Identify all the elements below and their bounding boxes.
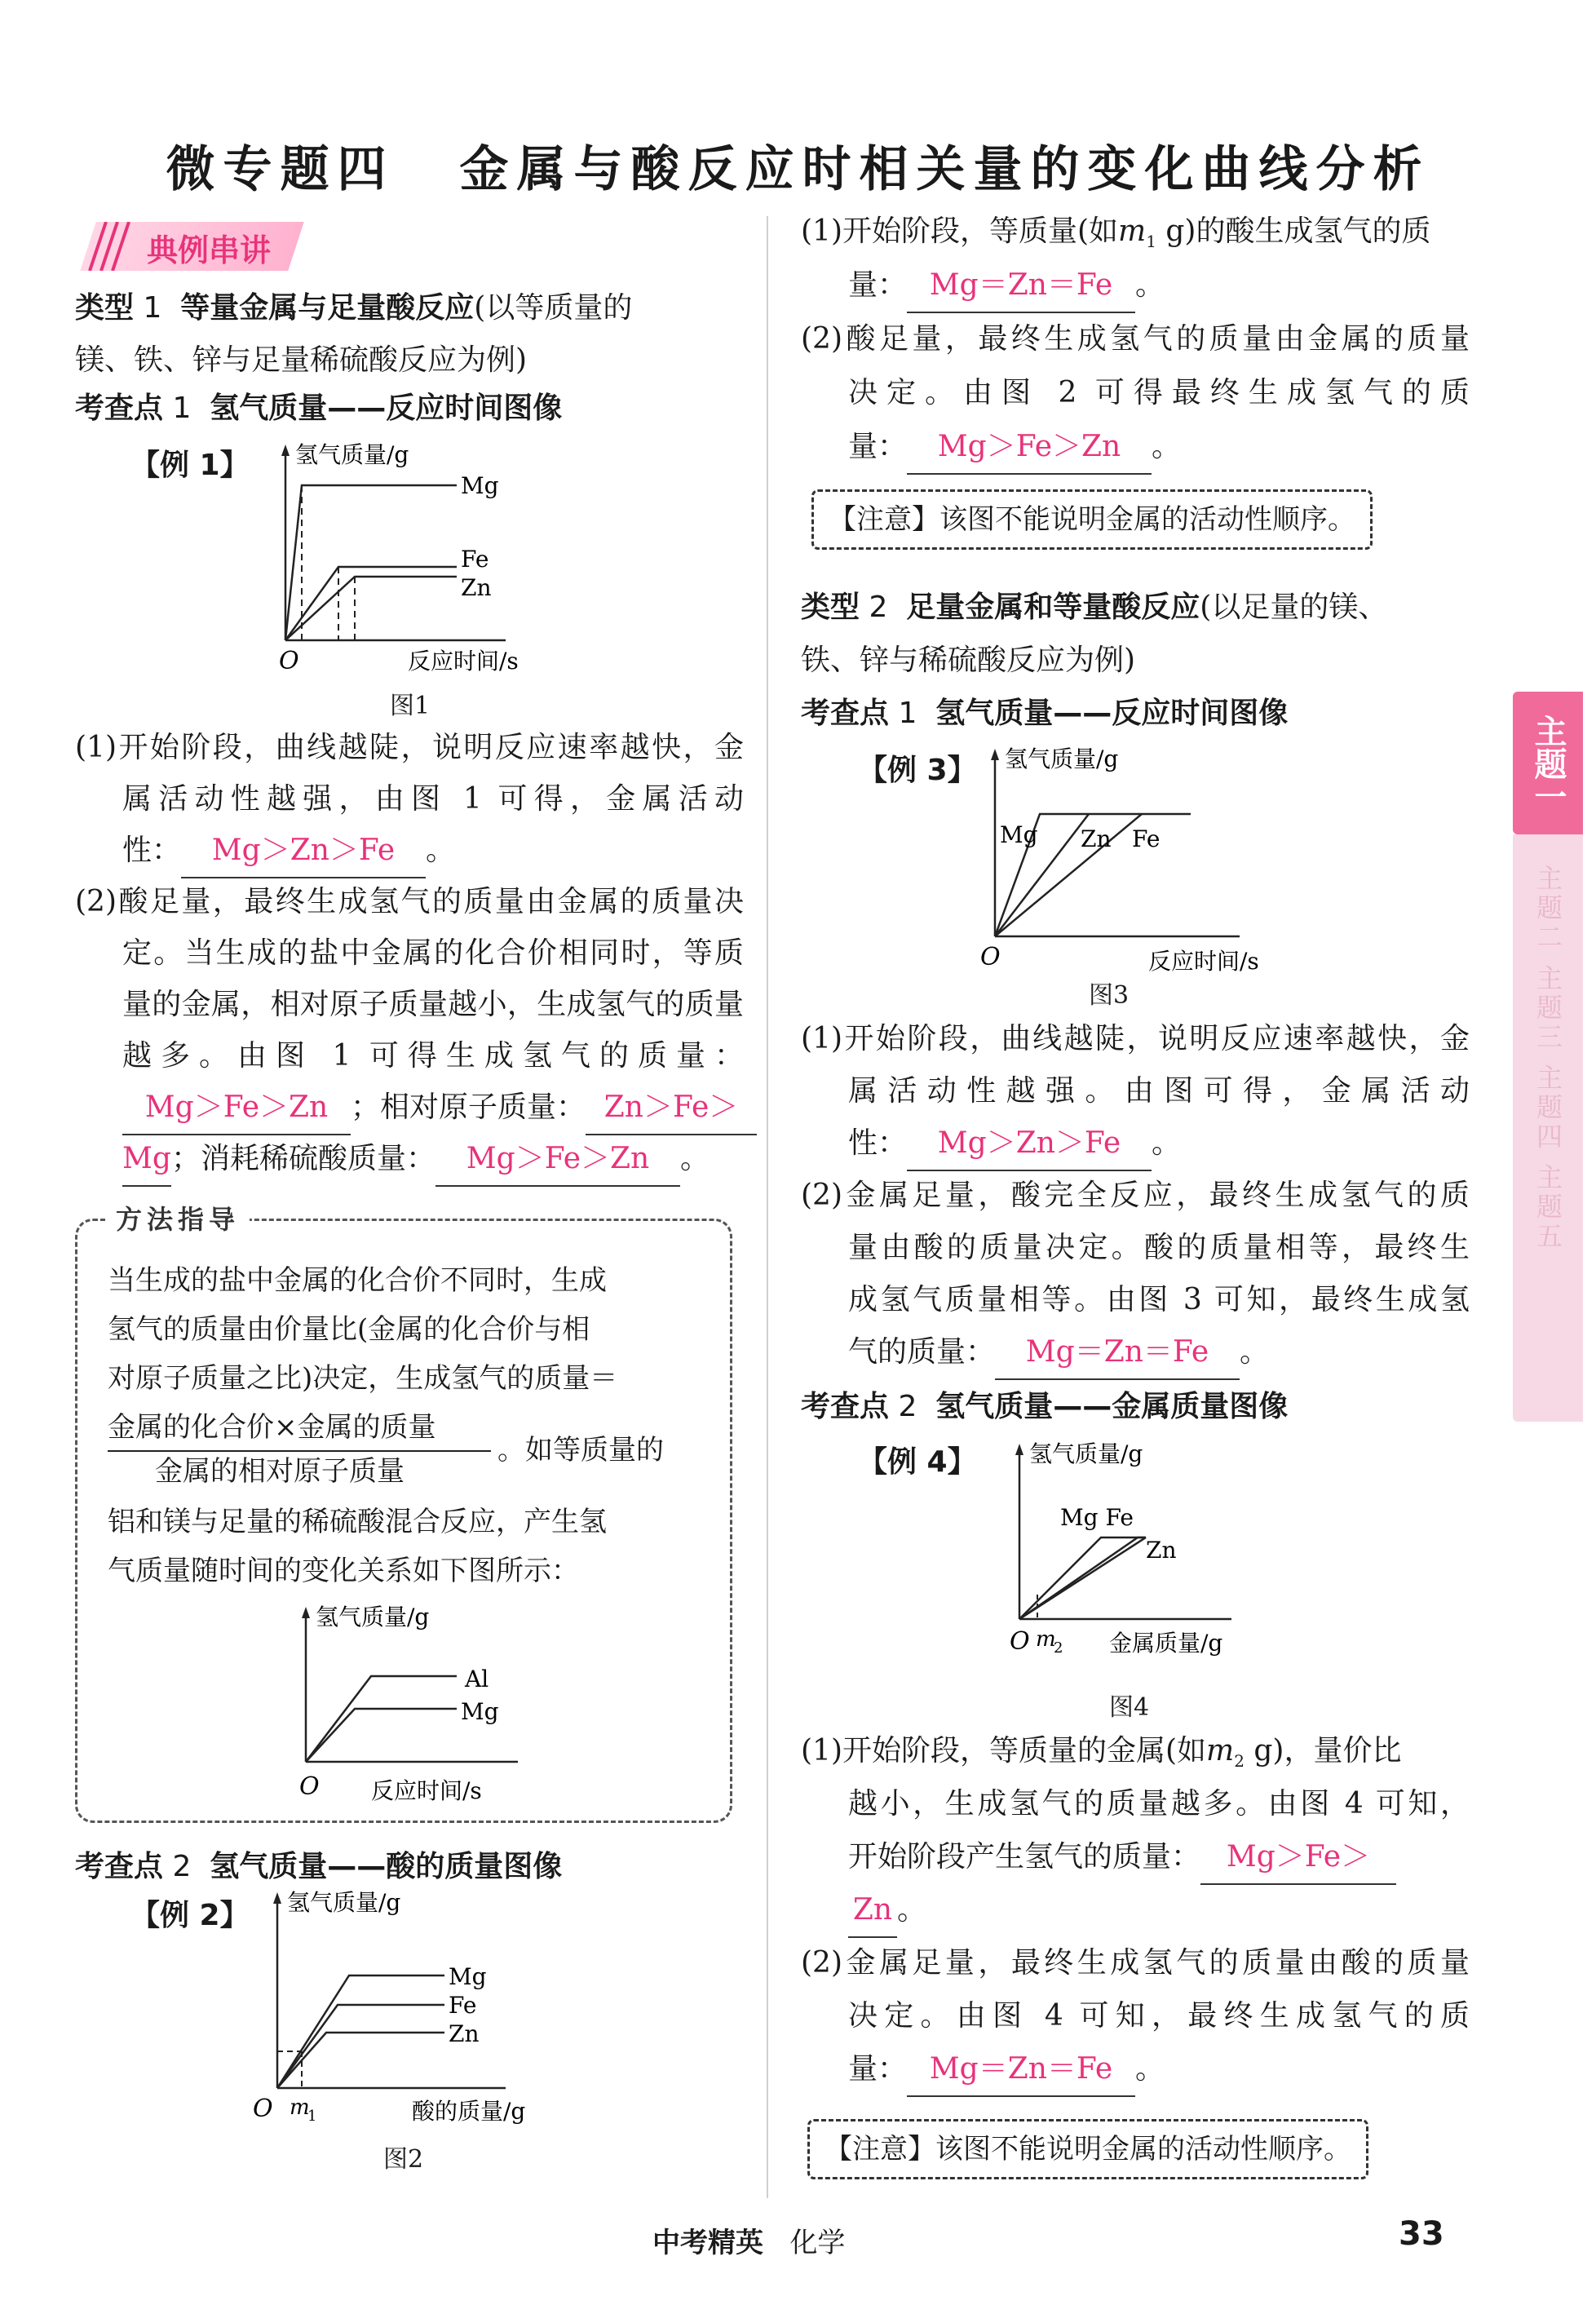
fig3-origin: O <box>980 943 1001 971</box>
figure-4 <box>995 1436 1305 1672</box>
q2-line-2: 定。当生成的盐中金属的化合价相同时，等质 <box>122 936 744 970</box>
t2-line-2: 决定。由图 4 可知，最终生成氢气的质 <box>848 1999 1470 2033</box>
fig3-series-mg: Mg <box>1000 821 1038 848</box>
fig4-origin: O <box>1010 1627 1030 1656</box>
fig1-ylabel: 氢气质量/g <box>295 441 409 468</box>
q2-line-6: Mg；消耗稀硫酸质量： Mg＞Fe＞Zn 。 <box>75 1133 791 1187</box>
q2-answer-1: Mg＞Fe＞Zn <box>122 1082 351 1135</box>
q1-line-1: (1)开始阶段，曲线越陡，说明反应速率越快，金 <box>75 731 744 764</box>
figure-2 <box>253 1884 563 2129</box>
q2-answer-3: Mg＞Fe＞Zn <box>435 1133 680 1187</box>
fig1-caption: 图1 <box>390 692 431 720</box>
s1-answer: Mg＞Zn＞Fe <box>907 1117 1152 1171</box>
kp2-heading-right: 考查点 2 氢气质量——金属质量图像 <box>801 1390 1289 1423</box>
t1-line-4: Zn 。 <box>801 1884 1517 1938</box>
method-line-1: 当生成的盐中金属的化合价不同时，生成 <box>108 1264 607 1297</box>
fig3-caption: 图3 <box>1089 981 1130 1010</box>
figm-series-al: Al <box>465 1666 489 1692</box>
t1-line-2: 越小，生成氢气的质量越多。由图 4 可知， <box>848 1787 1470 1821</box>
fig2-series-fe: Fe <box>449 1992 477 2019</box>
note-box-1: 【注意】该图不能说明金属的活动性顺序。 <box>811 489 1373 550</box>
method-line-4-tail: 。如等质量的 <box>497 1434 664 1467</box>
t2-answer: Mg＝Zn＝Fe <box>907 2043 1135 2097</box>
side-tab-faint-labels: 主题二 主题三 主题四 主题五 <box>1532 865 1563 1252</box>
s2-answer: Mg＝Zn＝Fe <box>995 1326 1240 1380</box>
page-number: 33 <box>1399 2215 1444 2253</box>
kp1-heading-right: 考查点 1 氢气质量——反应时间图像 <box>801 697 1289 730</box>
method-line-5: 铝和镁与足量的稀硫酸混合反应，产生氢 <box>108 1506 607 1538</box>
r2-line-3: 量： Mg＞Fe＞Zn 。 <box>801 421 1517 475</box>
method-fraction-numerator: 金属的化合价×金属的质量 <box>108 1411 436 1444</box>
fig2-series-mg: Mg <box>449 1963 487 1990</box>
fig1-xlabel: 反应时间/s <box>408 648 519 675</box>
s1-line-3: 性： Mg＞Zn＞Fe 。 <box>801 1117 1517 1171</box>
t2-line-3: 量： Mg＝Zn＝Fe 。 <box>801 2043 1517 2097</box>
type1-heading: 类型 1 等量金属与足量酸反应(以等质量的 <box>75 291 633 325</box>
fig2-ylabel: 氢气质量/g <box>287 1889 401 1916</box>
type1-desc: 镁、铁、锌与足量稀硫酸反应为例) <box>75 343 528 377</box>
fig4-m-sub: 2 <box>1054 1639 1063 1657</box>
fig1-origin: O <box>279 647 299 675</box>
title-part-a: 微专题四 <box>166 141 395 198</box>
s1-line-2: 属活动性越强。由图可得，金属活动 <box>848 1074 1470 1108</box>
type2-desc: 铁、锌与稀硫酸反应为例) <box>801 644 1136 677</box>
fig2-series-zn: Zn <box>449 2020 480 2047</box>
q1-line-2: 属活动性越强，由图 1 可得，金属活动 <box>122 782 744 816</box>
method-guide-label: 方法指导 <box>106 1199 250 1237</box>
t1-answer-a: Mg＞Fe＞ <box>1200 1831 1396 1885</box>
fig2-caption: 图2 <box>383 2145 424 2174</box>
fig4-series-bottom: Zn <box>1146 1537 1177 1564</box>
figure-method <box>281 1599 559 1811</box>
q2-line-3: 量的金属，相对原子质量越小，生成氢气的质量 <box>122 988 744 1021</box>
fig2-m-sub: 1 <box>307 2108 317 2125</box>
figm-ylabel: 氢气质量/g <box>316 1604 430 1630</box>
footer-book: 中考精英 化学 <box>652 2227 846 2259</box>
type2-heading: 类型 2 足量金属和等量酸反应(以足量的镁、 <box>801 591 1388 624</box>
q2-answer-2b: Mg <box>122 1133 171 1187</box>
s2-line-2: 量由酸的质量决定。酸的质量相等，最终生 <box>848 1231 1470 1264</box>
q1-answer: Mg＞Zn＞Fe <box>181 825 426 878</box>
fig4-m-label: m <box>1036 1627 1056 1652</box>
side-tab-topic-1[interactable]: 主题一 <box>1513 692 1583 834</box>
note-box-2: 【注意】该图不能说明金属的活动性顺序。 <box>807 2119 1368 2179</box>
q2-line-5: Mg＞Fe＞Zn ；相对原子质量： Zn＞Fe＞ <box>75 1082 791 1135</box>
figm-series-mg: Mg <box>461 1698 499 1725</box>
fig3-series-fe: Fe <box>1132 825 1161 852</box>
r2-answer: Mg＞Fe＞Zn <box>907 421 1152 475</box>
q2-answer-2a: Zn＞Fe＞ <box>586 1082 757 1135</box>
fig3-xlabel: 反应时间/s <box>1148 948 1259 975</box>
t2-line-1: (2)金属足量，最终生成氢气的质量由酸的质量 <box>801 1946 1470 1980</box>
fig1-series-zn: Zn <box>461 574 492 601</box>
figure-3 <box>970 741 1297 985</box>
kp2-heading-left: 考查点 2 氢气质量——酸的质量图像 <box>75 1850 563 1883</box>
fig2-origin: O <box>253 2095 273 2123</box>
s2-line-1: (2)金属足量，酸完全反应，最终生成氢气的质 <box>801 1179 1470 1212</box>
example-4-label: 【例 4】 <box>858 1445 977 1479</box>
title-part-b: 金属与酸反应时相关量的变化曲线分析 <box>459 141 1430 198</box>
method-line-2: 氢气的质量由价量比(金属的化合价与相 <box>108 1313 590 1346</box>
fig4-series-top: Mg Fe <box>1060 1504 1134 1531</box>
r1-answer: Mg＝Zn＝Fe <box>907 259 1135 313</box>
r1-line-1: (1)开始阶段，等质量(如$m_1$ g)的酸生成氢气的质 <box>801 215 1431 252</box>
method-line-3: 对原子质量之比)决定，生成氢气的质量＝ <box>108 1362 618 1395</box>
fig4-caption: 图4 <box>1109 1693 1150 1722</box>
q2-line-4: 越多。由图 1 可得生成氢气的质量： <box>122 1039 744 1073</box>
figm-origin: O <box>299 1772 320 1801</box>
section-banner: 典例串讲 <box>147 232 272 268</box>
page-title <box>0 131 1596 201</box>
fig1-series-mg: Mg <box>461 472 499 499</box>
kp1-heading-left: 考查点 1 氢气质量——反应时间图像 <box>75 392 563 425</box>
fig3-ylabel: 氢气质量/g <box>1005 745 1119 772</box>
figure-1 <box>261 436 555 681</box>
figm-xlabel: 反应时间/s <box>371 1777 482 1804</box>
r2-line-1: (2)酸足量，最终生成氢气的质量由金属的质量 <box>801 322 1470 356</box>
t1-answer-b: Zn <box>848 1884 897 1938</box>
method-line-6: 气质量随时间的变化关系如下图所示： <box>108 1555 579 1587</box>
r2-line-2: 决定。由图 2 可得最终生成氢气的质 <box>848 376 1470 409</box>
t1-line-1: (1)开始阶段，等质量的金属(如$m_2$ g)，量价比 <box>801 1734 1402 1772</box>
s1-line-1: (1)开始阶段，曲线越陡，说明反应速率越快，金 <box>801 1022 1470 1055</box>
column-divider <box>767 216 768 2198</box>
s2-line-4: 气的质量： Mg＝Zn＝Fe 。 <box>801 1326 1517 1380</box>
example-2-label: 【例 2】 <box>130 1899 250 1932</box>
method-fraction-denominator: 金属的相对原子质量 <box>155 1455 405 1488</box>
fig3-series-zn: Zn <box>1081 825 1112 852</box>
example-1-label: 【例 1】 <box>130 449 250 482</box>
q2-line-1: (2)酸足量，最终生成氢气的质量由金属的质量决 <box>75 885 744 918</box>
fig2-xlabel: 酸的质量/g <box>412 2098 526 2125</box>
r1-line-2: 量： Mg＝Zn＝Fe 。 <box>801 259 1517 313</box>
fig2-m-label: m <box>290 2095 310 2120</box>
fig4-xlabel: 金属质量/g <box>1109 1630 1223 1657</box>
fig4-ylabel: 氢气质量/g <box>1029 1440 1143 1467</box>
example-3-label: 【例 3】 <box>858 754 977 787</box>
fig1-series-fe: Fe <box>461 546 489 573</box>
s2-line-3: 成氢气质量相等。由图 3 可知，最终生成氢 <box>848 1283 1470 1316</box>
t1-line-3: 开始阶段产生氢气的质量： Mg＞Fe＞ <box>801 1831 1517 1885</box>
q1-line-3: 性： Mg＞Zn＞Fe 。 <box>75 825 791 878</box>
banner-stripes <box>82 222 139 271</box>
